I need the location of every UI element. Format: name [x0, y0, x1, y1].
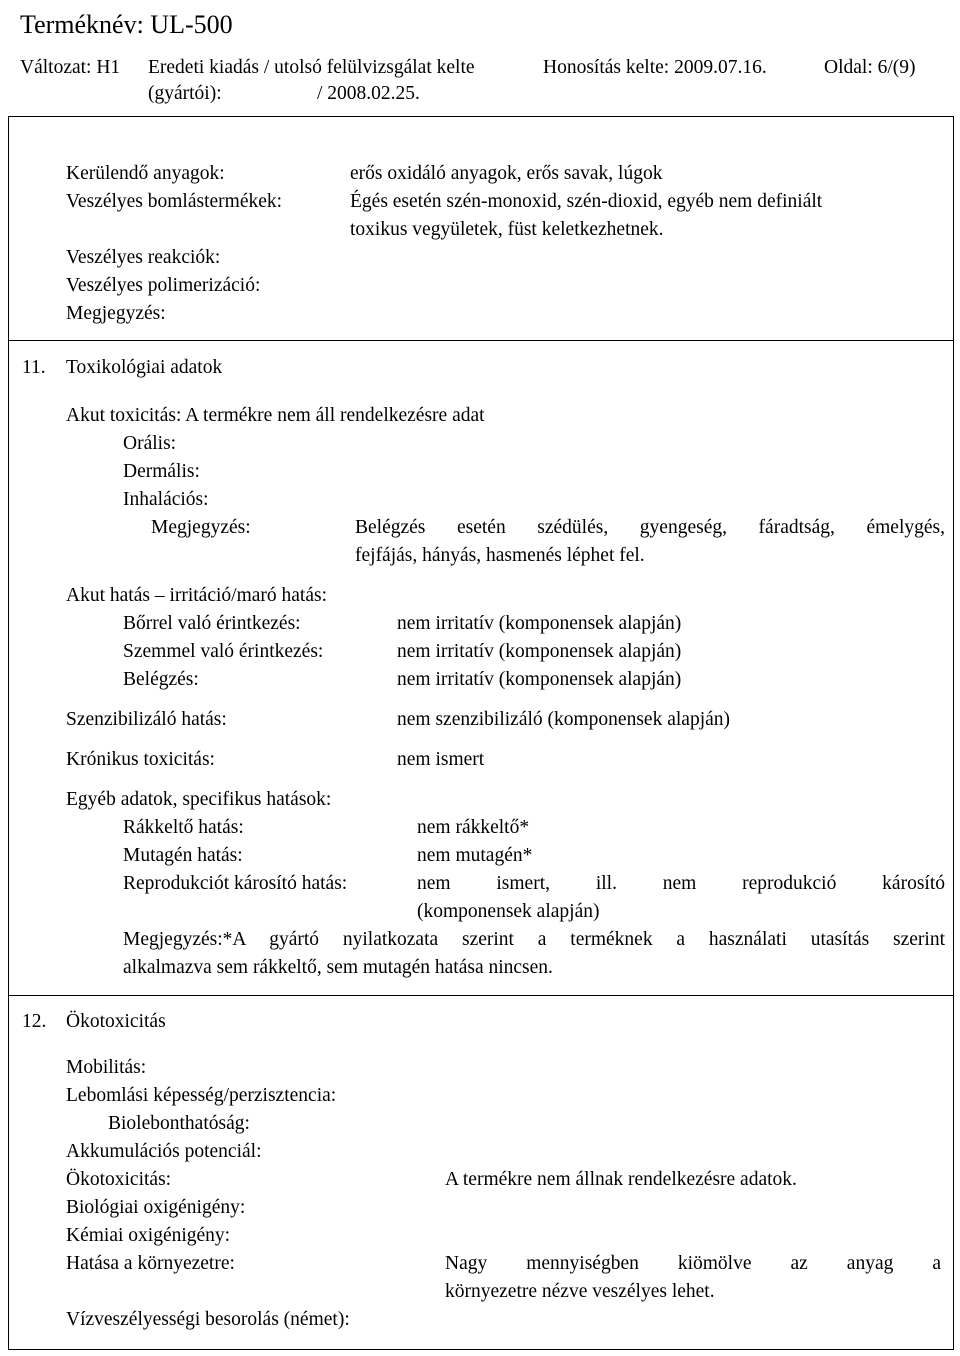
section-12-number: 12.: [22, 1011, 47, 1032]
environment-value: Nagy mennyiségben kiömölve az anyag a: [445, 1253, 941, 1274]
sensitization-label: Szenzibilizáló hatás:: [66, 709, 227, 730]
section-12-title: Ökotoxicitás: [66, 1011, 166, 1032]
skin-contact-label: Bőrrel való érintkezés:: [123, 613, 301, 634]
inhalation-label: Inhalációs:: [123, 489, 209, 510]
environment-value-2: környezetre nézve veszélyes lehet.: [445, 1281, 715, 1302]
carcinogenic-value: nem rákkeltő*: [417, 817, 530, 838]
mobility-label: Mobilitás:: [66, 1057, 147, 1078]
reproductive-label: Reprodukciót károsító hatás:: [123, 873, 348, 894]
section-divider: [8, 340, 954, 341]
reactions-label: Veszélyes reakciók:: [66, 247, 221, 268]
footnote: Megjegyzés:*A gyártó nyilatkozata szerint a terméknek a használati utasítás szerint: [123, 929, 945, 950]
ecotoxicity-label: Ökotoxicitás:: [66, 1169, 172, 1190]
decomposition-label: Veszélyes bomlástermékek:: [66, 191, 283, 212]
reproductive-value-2: (komponensek alapján): [417, 901, 600, 922]
degradability-label: Lebomlási képesség/perzisztencia:: [66, 1085, 337, 1106]
section-11-number: 11.: [22, 357, 46, 378]
chronic-label: Krónikus toxicitás:: [66, 749, 215, 770]
water-hazard-label: Vízveszélyességi besorolás (német):: [66, 1309, 350, 1330]
eye-contact-label: Szemmel való érintkezés:: [123, 641, 324, 662]
chronic-value: nem ismert: [397, 749, 485, 770]
footnote-2: alkalmazva sem rákkeltő, sem mutagén hatása nincsen.: [123, 957, 553, 978]
irritation-title: Akut hatás – irritáció/maró hatás:: [66, 585, 328, 606]
dermal-label: Dermális:: [123, 461, 200, 482]
tox-remark-label: Megjegyzés:: [151, 517, 251, 538]
mutagenic-value: nem mutagén*: [417, 845, 533, 866]
bod-label: Biológiai oxigénigény:: [66, 1197, 246, 1218]
issue-label: Eredeti kiadás / utolsó felülvizsgálat kelte: [148, 57, 475, 78]
acute-toxicity: Akut toxicitás: A termékre nem áll rendelkezésre adat: [66, 405, 485, 426]
page-number: Oldal: 6/(9): [824, 57, 916, 78]
document-title: Terméknév: UL-500: [20, 10, 233, 39]
polymerization-label: Veszélyes polimerizáció:: [66, 275, 261, 296]
issue-label-2: (gyártói):: [148, 83, 222, 104]
biodegradability-label: Biolebonthatóság:: [108, 1113, 250, 1134]
tox-remark-value: Belégzés esetén szédülés, gyengeség, fáradtság, émelygés,: [355, 517, 945, 538]
decomposition-value-2: toxikus vegyületek, füst keletkezhetnek.: [350, 219, 664, 240]
reproductive-value: nem ismert, ill. nem reprodukció károsító: [417, 873, 945, 894]
avoid-materials-label: Kerülendő anyagok:: [66, 163, 225, 184]
eye-contact-value: nem irritatív (komponensek alapján): [397, 641, 682, 662]
ecotoxicity-value: A termékre nem állnak rendelkezésre adatok.: [445, 1169, 797, 1190]
inhalation-irrit-label: Belégzés:: [123, 669, 199, 690]
remark-label: Megjegyzés:: [66, 303, 166, 324]
issue-date: / 2008.02.25.: [317, 83, 420, 104]
skin-contact-value: nem irritatív (komponensek alapján): [397, 613, 682, 634]
environment-label: Hatása a környezetre:: [66, 1253, 235, 1274]
carcinogenic-label: Rákkeltő hatás:: [123, 817, 244, 838]
mutagenic-label: Mutagén hatás:: [123, 845, 243, 866]
oral-label: Orális:: [123, 433, 177, 454]
inhalation-irrit-value: nem irritatív (komponensek alapján): [397, 669, 682, 690]
sensitization-value: nem szenzibilizáló (komponensek alapján): [397, 709, 731, 730]
section-11-title: Toxikológiai adatok: [66, 357, 223, 378]
version: Változat: H1: [20, 57, 121, 78]
section-divider: [8, 995, 954, 996]
accumulation-label: Akkumulációs potenciál:: [66, 1141, 262, 1162]
avoid-materials-value: erős oxidáló anyagok, erős savak, lúgok: [350, 163, 663, 184]
cod-label: Kémiai oxigénigény:: [66, 1225, 231, 1246]
tox-remark-value-2: fejfájás, hányás, hasmenés léphet fel.: [355, 545, 645, 566]
other-data-title: Egyéb adatok, specifikus hatások:: [66, 789, 332, 810]
decomposition-value: Égés esetén szén-monoxid, szén-dioxid, egyéb nem definiált: [350, 191, 823, 212]
localization-date: Honosítás kelte: 2009.07.16.: [543, 57, 767, 78]
